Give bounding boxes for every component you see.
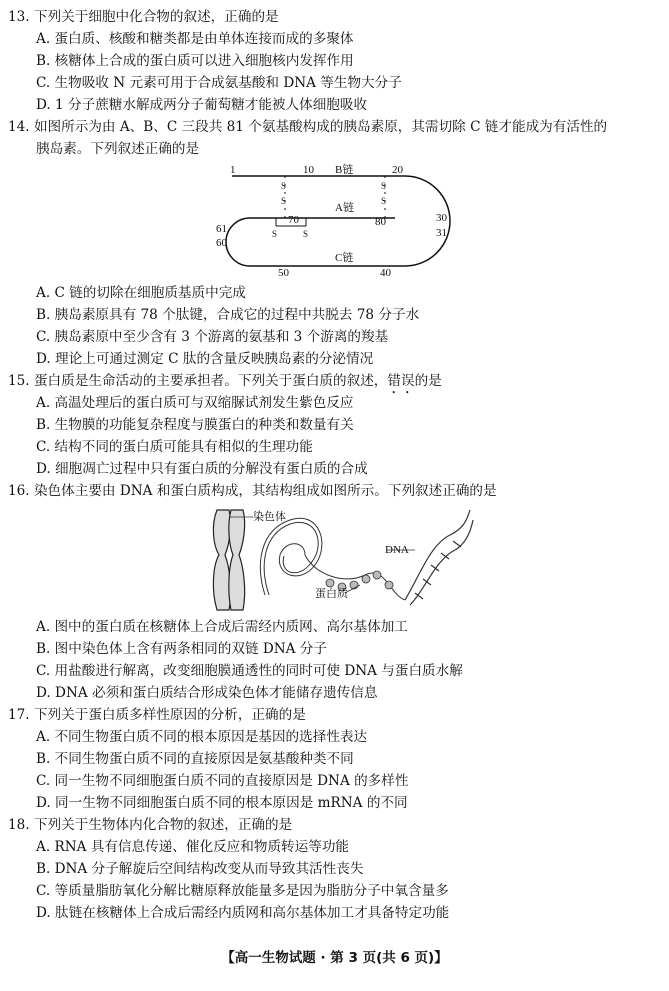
q14-option-c: C. 胰岛素原中至少含有 3 个游离的氨基和 3 个游离的羧基 bbox=[36, 329, 389, 345]
q14-option-a: A. C 链的切除在细胞质基质中完成 bbox=[36, 285, 246, 301]
q17-option-c: C. 同一生物不同细胞蛋白质不同的直接原因是 DNA 的多样性 bbox=[36, 773, 409, 789]
q13-option-d: D. 1 分子蔗糖水解成两分子葡萄糖才能被人体细胞吸收 bbox=[36, 97, 368, 113]
label-40: 40 bbox=[380, 267, 391, 279]
q18-option-b: B. DNA 分子解旋后空间结构改变从而导致其活性丧失 bbox=[36, 861, 364, 877]
label-s2: S bbox=[281, 196, 287, 206]
label-61: 61 bbox=[216, 223, 227, 235]
label-70: 70 bbox=[288, 214, 299, 226]
q18-option-d: D. 肽链在核糖体上合成后需经内质网和高尔基体加工才具备特定功能 bbox=[36, 905, 450, 921]
label-protein: 蛋白质 bbox=[315, 587, 348, 600]
q17-option-a: A. 不同生物蛋白质不同的根本原因是基因的选择性表达 bbox=[36, 729, 368, 745]
q17-option-d: D. 同一生物不同细胞蛋白质不同的根本原因是 mRNA 的不同 bbox=[36, 795, 408, 811]
label-s6: S bbox=[303, 229, 309, 239]
q15-option-c: C. 结构不同的蛋白质可能具有相似的生理功能 bbox=[36, 439, 313, 455]
q14-stem-line2: 胰岛素。下列叙述正确的是 bbox=[36, 141, 200, 157]
q18-option-c: C. 等质量脂肪氧化分解比糖原释放能量多是因为脂肪分子中氧含量多 bbox=[36, 883, 449, 899]
label-b-chain: B链 bbox=[335, 164, 354, 176]
q18-option-a: A. RNA 具有信息传递、催化反应和物质转运等功能 bbox=[36, 839, 350, 855]
label-chromosome: 染色体 bbox=[253, 510, 286, 523]
label-60: 60 bbox=[216, 237, 227, 249]
q13-stem: 13. 下列关于细胞中化合物的叙述，正确的是 bbox=[8, 9, 279, 25]
q16-option-c: C. 用盐酸进行解离，改变细胞膜通透性的同时可使 DNA 与蛋白质水解 bbox=[36, 663, 463, 679]
q14-stem-line1: 14. 如图所示为由 A、B、C 三段共 81 个氨基酸构成的胰岛素原，其需切除 C 链才能成为有活性的 bbox=[8, 119, 608, 135]
q13-option-a: A. 蛋白质、核酸和糖类都是由单体连接而成的多聚体 bbox=[36, 31, 354, 47]
proinsulin-diagram bbox=[210, 162, 470, 282]
q15-emphasis: 错误 bbox=[387, 373, 415, 389]
q17-option-b: B. 不同生物蛋白质不同的直接原因是氨基酸种类不同 bbox=[36, 751, 354, 767]
q15-stem: 15. 蛋白质是生命活动的主要承担者。下列关于蛋白质的叙述，错误的是 bbox=[8, 373, 442, 389]
q14-option-b: B. 胰岛素原具有 78 个肽键，合成它的过程中共脱去 78 分子水 bbox=[36, 307, 420, 323]
q13-option-c: C. 生物吸收 N 元素可用于合成氨基酸和 DNA 等生物大分子 bbox=[36, 75, 402, 91]
q13-option-b: B. 核糖体上合成的蛋白质可以进入细胞核内发挥作用 bbox=[36, 53, 354, 69]
q15-option-b: B. 生物膜的功能复杂程度与膜蛋白的种类和数量有关 bbox=[36, 417, 354, 433]
label-10: 10 bbox=[303, 164, 314, 176]
chromosome-diagram bbox=[205, 505, 475, 615]
q16-option-a: A. 图中的蛋白质在核糖体上合成后需经内质网、高尔基体加工 bbox=[36, 619, 408, 635]
q18-stem: 18. 下列关于生物体内化合物的叙述，正确的是 bbox=[8, 817, 293, 833]
label-20: 20 bbox=[392, 164, 403, 176]
q16-option-b: B. 图中染色体上含有两条相同的双链 DNA 分子 bbox=[36, 641, 327, 657]
label-dna: DNA bbox=[385, 544, 409, 556]
label-30: 30 bbox=[436, 212, 447, 224]
q14-option-d: D. 理论上可通过测定 C 肽的含量反映胰岛素的分泌情况 bbox=[36, 351, 374, 367]
label-s5: S bbox=[272, 229, 278, 239]
page-footer: 【高一生物试题 · 第 3 页(共 6 页)】 bbox=[221, 950, 448, 966]
q15-option-a: A. 高温处理后的蛋白质可与双缩脲试剂发生紫色反应 bbox=[36, 395, 354, 411]
label-c-chain: C链 bbox=[335, 252, 354, 264]
q17-stem: 17. 下列关于蛋白质多样性原因的分析，正确的是 bbox=[8, 707, 306, 723]
label-80: 80 bbox=[375, 216, 386, 228]
label-s4: S bbox=[381, 196, 387, 206]
label-1: 1 bbox=[230, 164, 236, 176]
q16-option-d: D. DNA 必须和蛋白质结合形成染色体才能储存遗传信息 bbox=[36, 685, 378, 701]
q16-stem: 16. 染色体主要由 DNA 和蛋白质构成，其结构组成如图所示。下列叙述正确的是 bbox=[8, 483, 497, 499]
label-s3: S bbox=[381, 181, 387, 191]
label-31: 31 bbox=[436, 227, 447, 239]
label-s1: S bbox=[281, 181, 287, 191]
label-50: 50 bbox=[278, 267, 289, 279]
label-a-chain: A链 bbox=[335, 202, 354, 214]
q15-option-d: D. 细胞凋亡过程中只有蛋白质的分解没有蛋白质的合成 bbox=[36, 461, 368, 477]
